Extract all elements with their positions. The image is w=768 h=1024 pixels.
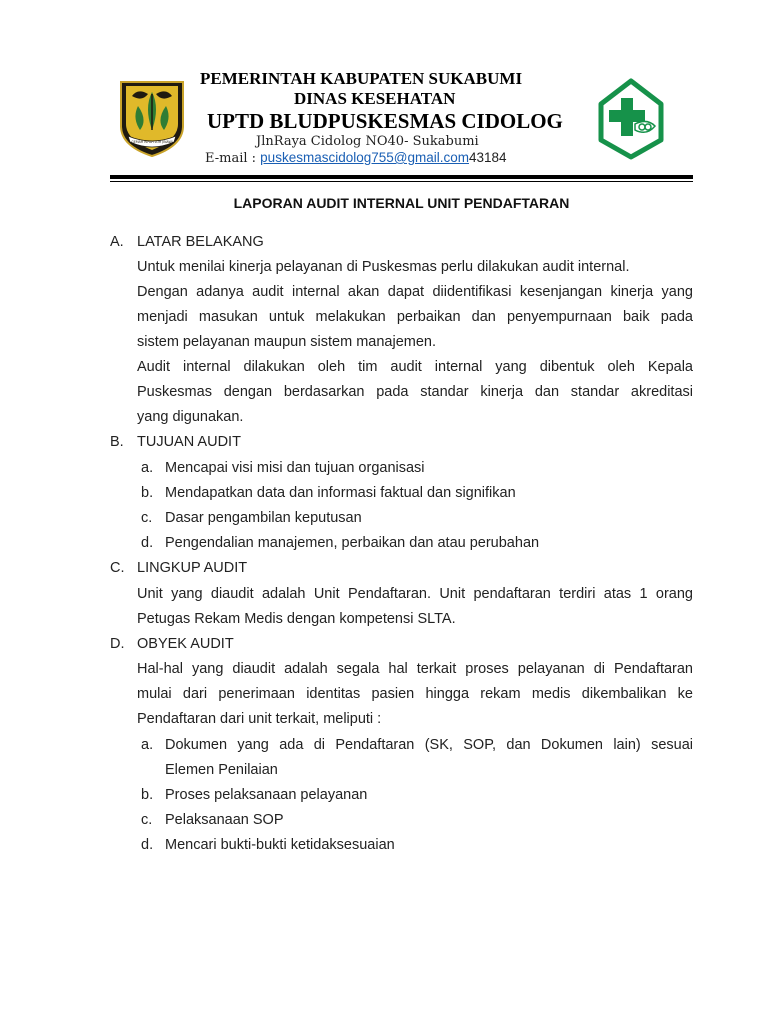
header-department: DINAS KESEHATAN	[294, 89, 456, 108]
section-a-heading: LATAR BELAKANG	[137, 234, 264, 250]
list-marker: c.	[141, 812, 153, 828]
email-label: E-mail :	[205, 151, 261, 166]
section-a-paragraph: Puskesmas dengan berdasarkan pada standar kinerja dan standar akreditasi	[137, 384, 693, 400]
list-item: Mencapai visi misi dan tujuan organisasi	[165, 460, 425, 476]
section-d-marker: D.	[110, 636, 125, 652]
header-contact	[205, 150, 507, 166]
list-item: Mendapatkan data dan informasi faktual dan signifikan	[165, 485, 516, 501]
section-d-heading: OBYEK AUDIT	[137, 636, 234, 652]
emblem-motto: GEMAH RIPAH LOH JINAWI	[131, 140, 173, 144]
list-marker: a.	[141, 460, 154, 476]
section-a-paragraph: Dengan adanya audit internal akan dapat diidentifikasi kesenjangan kinerja yang	[137, 284, 693, 300]
section-d-paragraph: mulai dari penerimaan identitas pasien hingga rekam medis dikembalikan ke	[137, 686, 693, 702]
list-item: Pelaksanaan SOP	[165, 812, 284, 828]
section-c-paragraph: Unit yang diaudit adalah Unit Pendaftaran. Unit pendaftaran terdiri atas 1 orang	[137, 586, 693, 602]
section-b-heading: TUJUAN AUDIT	[137, 434, 241, 450]
list-marker: b.	[141, 485, 154, 501]
section-c-marker: C.	[110, 560, 125, 576]
list-marker: a.	[141, 737, 154, 753]
section-c-heading: LINGKUP AUDIT	[137, 560, 248, 576]
list-item: Elemen Penilaian	[165, 762, 278, 778]
section-a-marker: A.	[110, 234, 124, 250]
list-item: Proses pelaksanaan pelayanan	[165, 787, 368, 803]
sukabumi-emblem-logo	[118, 80, 186, 158]
postal-code: 43184	[468, 150, 507, 165]
section-a-paragraph: yang digunakan.	[137, 409, 244, 425]
header-government: PEMERINTAH KABUPATEN SUKABUMI	[200, 69, 523, 88]
list-marker: c.	[141, 510, 153, 526]
section-d-paragraph: Pendaftaran dari unit terkait, meliputi :	[137, 711, 382, 727]
section-a-paragraph: sistem pelayanan maupun sistem manajemen.	[137, 334, 437, 350]
section-a-paragraph: Audit internal dilakukan oleh tim audit internal yang dibentuk oleh Kepala	[137, 359, 693, 375]
list-item: Dasar pengambilan keputusan	[165, 510, 362, 526]
section-b-marker: B.	[110, 434, 124, 450]
list-marker: d.	[141, 837, 154, 853]
header-address: JlnRaya Cidolog NO40- Sukabumi	[256, 134, 479, 149]
email-link[interactable]: puskesmascidolog755@gmail.com	[260, 150, 469, 165]
list-item: Mencari bukti-bukti ketidaksesuaian	[165, 837, 395, 853]
section-a-paragraph: Untuk menilai kinerja pelayanan di Puskesmas perlu dilakukan audit internal.	[137, 259, 630, 275]
section-a-paragraph: menjadi masukan untuk melakukan perbaikan dan penyempurnaan baik pada	[137, 309, 693, 325]
header-institution: UPTD BLUDPUSKESMAS CIDOLOG	[207, 109, 563, 133]
document-title: LAPORAN AUDIT INTERNAL UNIT PENDAFTARAN	[233, 195, 570, 211]
section-d-paragraph: Hal-hal yang diaudit adalah segala hal terkait proses pelayanan di Pendaftaran	[137, 661, 693, 677]
header-rule-thick	[110, 175, 693, 179]
list-item: Dokumen yang ada di Pendaftaran (SK, SOP, dan Dokumen lain) sesuai	[165, 737, 693, 753]
section-c-paragraph: Petugas Rekam Medis dengan kompetensi SLTA.	[137, 611, 456, 627]
list-item: Pengendalian manajemen, perbaikan dan atau perubahan	[165, 535, 540, 551]
puskesmas-logo	[597, 78, 665, 160]
list-marker: d.	[141, 535, 154, 551]
list-marker: b.	[141, 787, 154, 803]
header-rule-thin	[110, 181, 693, 182]
